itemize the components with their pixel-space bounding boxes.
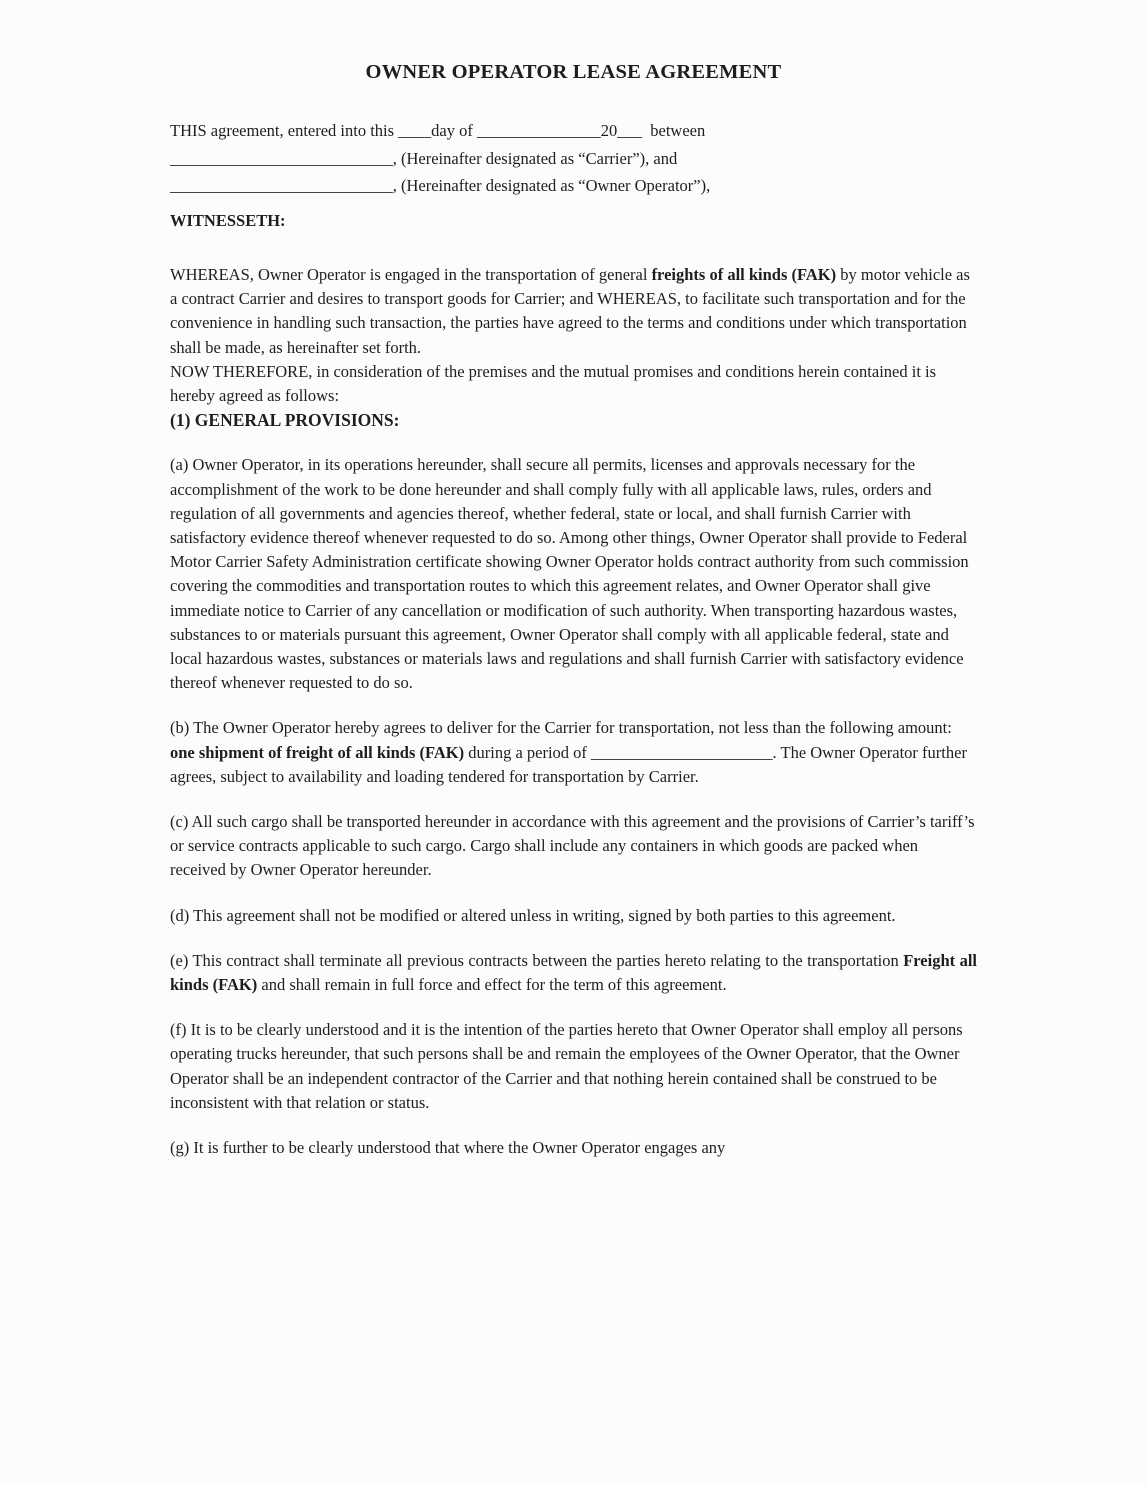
general-provisions-heading: (1) GENERAL PROVISIONS: [170,410,400,431]
document-title: OWNER OPERATOR LEASE AGREEMENT [365,61,782,83]
clause-b-paragraph [170,716,977,789]
intro-line-date: THIS agreement, entered into this ____day of _______________20___ between [170,121,706,140]
clause-e-text-continued: and shall remain in full force and effect for the term of this agreement. [257,975,727,995]
whereas-paragraph [170,263,977,360]
clause-e-bold-freight: Freight all kinds (FAK) [170,950,977,995]
intro-line-owner-operator-blank: ___________________________, (Hereinafter designated as “Owner Operator”), [170,176,711,196]
now-therefore-paragraph: NOW THEREFORE, in consideration of the premises and the mutual promises and conditions herein contained it is hereby agreed as follows: [170,361,937,405]
intro-paragraph [170,117,977,200]
whereas-text-continued: by motor vehicle as a contract Carrier and desires to transport goods for Carrier; and WHEREAS, to facilitate such transportation and for the convenience in handling such transaction, the parties have agreed to the terms and conditions under which transportation shall be made, as hereinafter set forth. [170,264,970,357]
clause-c-paragraph: (c) All such cargo shall be transported hereunder in accordance with this agreement and the provisions of Carrier’s tariff’s or service contracts applicable to such cargo. Cargo shall include any containers in which goods are packed when received by Owner Operator hereunder. [170,812,975,880]
clause-g-paragraph: (g) It is further to be clearly understood that where the Owner Operator engages any [170,1138,726,1158]
clause-e-paragraph [170,949,977,997]
intro-line-carrier-blank: ___________________________, (Hereinafter designated as “Carrier”), and [170,148,678,168]
clause-b-text: (b) The Owner Operator hereby agrees to deliver for the Carrier for transportation, not less than the following amount: [170,718,952,738]
whereas-bold-fak: freights of all kinds (FAK) [651,264,837,284]
clause-d-paragraph: (d) This agreement shall not be modified or altered unless in writing, signed by both parties to this agreement. [170,905,896,925]
clause-b-text-continued: during a period of ______________________. The Owner Operator further agrees, subject to availability and loading tendered for transportation by Carrier. [170,742,967,786]
whereas-text: WHEREAS, Owner Operator is engaged in the transportation of general [170,264,652,284]
clause-b-bold-shipment: one shipment of freight of all kinds (FAK) [170,742,465,762]
clause-a-paragraph: (a) Owner Operator, in its operations hereunder, shall secure all permits, licenses and approvals necessary for the accomplishment of the work to be done hereunder and shall comply fully with all applicable laws, rules, orders and regulation of all governments and agencies thereof, whether federal, state or local, and shall furnish Carrier with satisfactory evidence thereof whenever requested to do so. Among other things, Owner Operator shall provide to Federal Motor Carrier Safety Administration certificate showing Owner Operator holds contract authority from such commission covering the commodities and transportation routes to which this agreement relates, and Owner Operator shall give immediate notice to Carrier of any cancellation or modification of such authority. When transporting hazardous wastes, substances to or materials pursuant this agreement, Owner Operator shall comply with all applicable federal, state and local hazardous wastes, substances or materials laws and regulations and shall furnish Carrier with satisfactory evidence thereof whenever requested to do so. [170,455,969,693]
witnesseth-heading: WITNESSETH: [170,210,286,230]
clause-f-paragraph: (f) It is to be clearly understood and it is the intention of the parties hereto that Owner Operator shall employ all persons operating trucks hereunder, that such persons shall be and remain the employees of the Owner Operator, that the Owner Operator shall be an independent contractor of the Carrier and that nothing herein contained shall be construed to be inconsistent with that relation or status. [170,1020,963,1112]
clause-e-text: (e) This contract shall terminate all previous contracts between the parties hereto relating to the transportation [170,950,904,970]
recitals-block [170,263,977,432]
